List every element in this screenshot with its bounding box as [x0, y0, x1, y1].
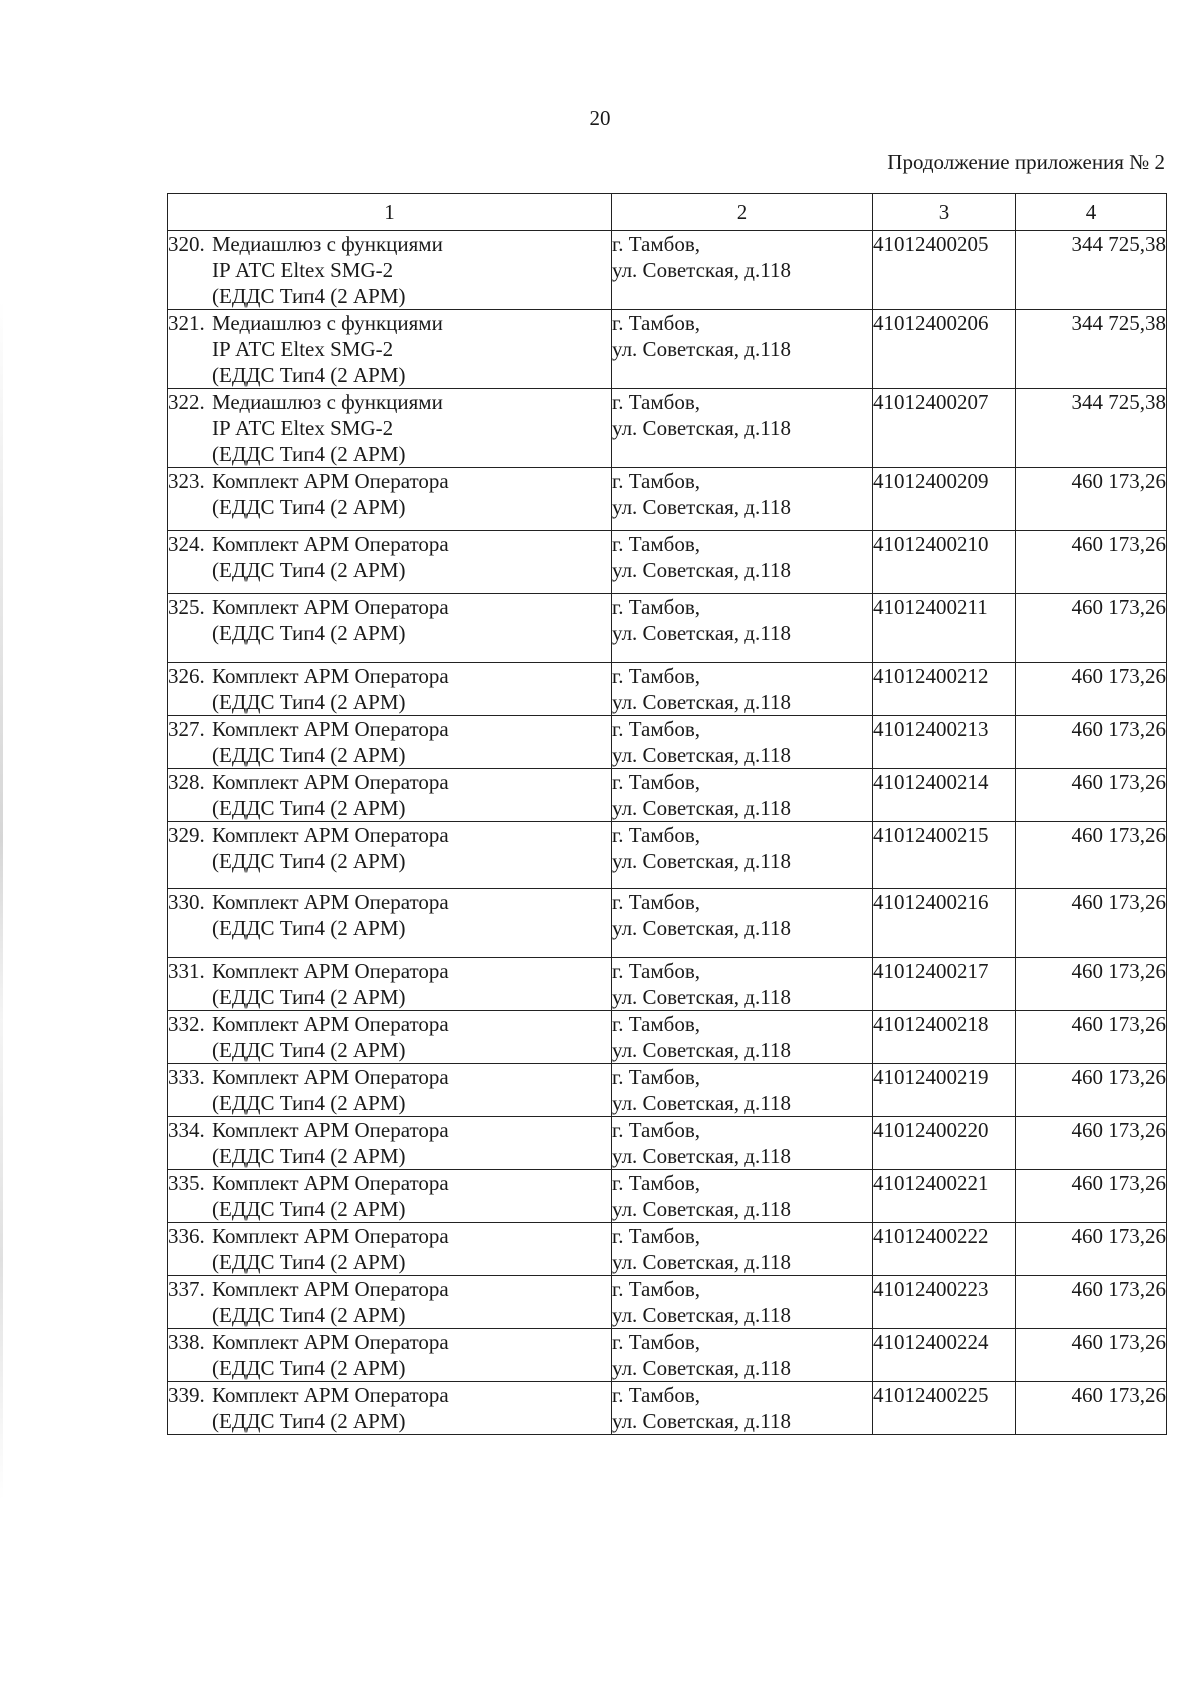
item-name-cell	[168, 531, 612, 594]
inventory-number: 41012400211	[873, 594, 1016, 663]
item-name-cell	[168, 889, 612, 958]
item-number: 326.	[168, 664, 205, 688]
table-body	[168, 231, 1167, 1435]
inventory-number: 41012400220	[873, 1117, 1016, 1170]
balance-value: 460 173,26	[1016, 663, 1167, 716]
table-row	[168, 958, 1167, 1011]
item-number: 333.	[168, 1065, 205, 1089]
page-number: 20	[589, 106, 611, 130]
item-description: Комплект АРМ Оператора (ЕДДС Тип4 (2 АРМ)	[212, 469, 449, 519]
item-description: Комплект АРМ Оператора (ЕДДС Тип4 (2 АРМ)	[212, 664, 449, 714]
table-row	[168, 594, 1167, 663]
balance-value: 460 173,26	[1016, 531, 1167, 594]
table-row	[168, 822, 1167, 889]
balance-value: 344 725,38	[1016, 310, 1167, 389]
item-name-cell	[168, 769, 612, 822]
item-description: Комплект АРМ Оператора (ЕДДС Тип4 (2 АРМ)	[212, 1118, 449, 1168]
table-row	[168, 468, 1167, 531]
item-description: Комплект АРМ Оператора (ЕДДС Тип4 (2 АРМ)	[212, 1277, 449, 1327]
inventory-number: 41012400217	[873, 958, 1016, 1011]
table-row	[168, 310, 1167, 389]
table-row	[168, 1011, 1167, 1064]
balance-value: 344 725,38	[1016, 389, 1167, 468]
item-number: 334.	[168, 1118, 205, 1142]
table-row	[168, 231, 1167, 310]
item-address: г. Тамбов, ул. Советская, д.118	[612, 1011, 873, 1064]
item-address: г. Тамбов, ул. Советская, д.118	[612, 389, 873, 468]
table-row	[168, 389, 1167, 468]
item-number: 324.	[168, 532, 205, 556]
table-row	[168, 663, 1167, 716]
item-number: 329.	[168, 823, 205, 847]
inventory-number: 41012400207	[873, 389, 1016, 468]
table-row	[168, 769, 1167, 822]
item-name-cell	[168, 1329, 612, 1382]
item-address: г. Тамбов, ул. Советская, д.118	[612, 468, 873, 531]
item-description: Комплект АРМ Оператора (ЕДДС Тип4 (2 АРМ)	[212, 1224, 449, 1274]
item-address: г. Тамбов, ул. Советская, д.118	[612, 663, 873, 716]
table-row	[168, 1329, 1167, 1382]
column-header-3: 3	[873, 194, 1016, 231]
item-number: 339.	[168, 1383, 205, 1407]
item-description: Комплект АРМ Оператора (ЕДДС Тип4 (2 АРМ)	[212, 890, 449, 940]
item-number: 320.	[168, 232, 205, 256]
inventory-number: 41012400213	[873, 716, 1016, 769]
table-row	[168, 1276, 1167, 1329]
property-table	[167, 193, 1167, 1435]
item-description: Комплект АРМ Оператора (ЕДДС Тип4 (2 АРМ)	[212, 770, 449, 820]
item-description: Медиашлюз с функциями IP АТС Eltex SMG-2 (ЕДДС Тип4 (2 АРМ)	[212, 390, 443, 466]
balance-value: 460 173,26	[1016, 1382, 1167, 1435]
item-address: г. Тамбов, ул. Советская, д.118	[612, 231, 873, 310]
item-description: Комплект АРМ Оператора (ЕДДС Тип4 (2 АРМ)	[212, 1171, 449, 1221]
item-address: г. Тамбов, ул. Советская, д.118	[612, 769, 873, 822]
balance-value: 460 173,26	[1016, 1223, 1167, 1276]
inventory-number: 41012400221	[873, 1170, 1016, 1223]
item-name-cell	[168, 716, 612, 769]
item-name-cell	[168, 1170, 612, 1223]
item-description: Комплект АРМ Оператора (ЕДДС Тип4 (2 АРМ)	[212, 1012, 449, 1062]
inventory-number: 41012400205	[873, 231, 1016, 310]
table-row	[168, 1064, 1167, 1117]
item-address: г. Тамбов, ул. Советская, д.118	[612, 310, 873, 389]
inventory-number: 41012400222	[873, 1223, 1016, 1276]
item-number: 322.	[168, 390, 205, 414]
balance-value: 460 173,26	[1016, 958, 1167, 1011]
item-name-cell	[168, 1117, 612, 1170]
balance-value: 460 173,26	[1016, 1170, 1167, 1223]
table-row	[168, 889, 1167, 958]
item-number: 332.	[168, 1012, 205, 1036]
inventory-number: 41012400210	[873, 531, 1016, 594]
header-row	[168, 194, 1167, 231]
inventory-number: 41012400225	[873, 1382, 1016, 1435]
item-number: 323.	[168, 469, 205, 493]
item-description: Комплект АРМ Оператора (ЕДДС Тип4 (2 АРМ)	[212, 1330, 449, 1380]
item-number: 328.	[168, 770, 205, 794]
item-description: Медиашлюз с функциями IP АТС Eltex SMG-2 (ЕДДС Тип4 (2 АРМ)	[212, 311, 443, 387]
item-description: Комплект АРМ Оператора (ЕДДС Тип4 (2 АРМ)	[212, 595, 449, 645]
inventory-number: 41012400218	[873, 1011, 1016, 1064]
balance-value: 344 725,38	[1016, 231, 1167, 310]
inventory-number: 41012400209	[873, 468, 1016, 531]
item-address: г. Тамбов, ул. Советская, д.118	[612, 1276, 873, 1329]
item-address: г. Тамбов, ул. Советская, д.118	[612, 531, 873, 594]
item-address: г. Тамбов, ул. Советская, д.118	[612, 1382, 873, 1435]
item-number: 330.	[168, 890, 205, 914]
table-row	[168, 1223, 1167, 1276]
balance-value: 460 173,26	[1016, 1064, 1167, 1117]
continuation-label: Продолжение приложения № 2	[887, 150, 1165, 174]
item-number: 335.	[168, 1171, 205, 1195]
item-address: г. Тамбов, ул. Советская, д.118	[612, 1064, 873, 1117]
item-name-cell	[168, 1382, 612, 1435]
balance-value: 460 173,26	[1016, 1117, 1167, 1170]
item-name-cell	[168, 389, 612, 468]
item-name-cell	[168, 1011, 612, 1064]
inventory-number: 41012400224	[873, 1329, 1016, 1382]
table-row	[168, 716, 1167, 769]
item-address: г. Тамбов, ул. Советская, д.118	[612, 716, 873, 769]
inventory-number: 41012400223	[873, 1276, 1016, 1329]
item-number: 327.	[168, 717, 205, 741]
item-address: г. Тамбов, ул. Советская, д.118	[612, 958, 873, 1011]
balance-value: 460 173,26	[1016, 716, 1167, 769]
item-number: 336.	[168, 1224, 205, 1248]
balance-value: 460 173,26	[1016, 822, 1167, 889]
table-row	[168, 531, 1167, 594]
item-name-cell	[168, 1064, 612, 1117]
item-description: Комплект АРМ Оператора (ЕДДС Тип4 (2 АРМ)	[212, 717, 449, 767]
item-name-cell	[168, 822, 612, 889]
item-name-cell	[168, 468, 612, 531]
balance-value: 460 173,26	[1016, 468, 1167, 531]
balance-value: 460 173,26	[1016, 594, 1167, 663]
item-number: 338.	[168, 1330, 205, 1354]
column-header-2: 2	[612, 194, 873, 231]
item-number: 331.	[168, 959, 205, 983]
inventory-number: 41012400212	[873, 663, 1016, 716]
table-row	[168, 1117, 1167, 1170]
item-address: г. Тамбов, ул. Советская, д.118	[612, 1329, 873, 1382]
item-name-cell	[168, 231, 612, 310]
inventory-number: 41012400214	[873, 769, 1016, 822]
item-address: г. Тамбов, ул. Советская, д.118	[612, 1170, 873, 1223]
balance-value: 460 173,26	[1016, 1329, 1167, 1382]
item-description: Медиашлюз с функциями IP АТС Eltex SMG-2 (ЕДДС Тип4 (2 АРМ)	[212, 232, 443, 308]
item-description: Комплект АРМ Оператора (ЕДДС Тип4 (2 АРМ)	[212, 1065, 449, 1115]
item-description: Комплект АРМ Оператора (ЕДДС Тип4 (2 АРМ)	[212, 959, 449, 1009]
item-number: 321.	[168, 311, 205, 335]
item-address: г. Тамбов, ул. Советская, д.118	[612, 594, 873, 663]
item-name-cell	[168, 310, 612, 389]
item-name-cell	[168, 1276, 612, 1329]
item-name-cell	[168, 594, 612, 663]
item-address: г. Тамбов, ул. Советская, д.118	[612, 1117, 873, 1170]
inventory-number: 41012400206	[873, 310, 1016, 389]
item-number: 337.	[168, 1277, 205, 1301]
item-address: г. Тамбов, ул. Советская, д.118	[612, 1223, 873, 1276]
table-row	[168, 1170, 1167, 1223]
inventory-number: 41012400215	[873, 822, 1016, 889]
balance-value: 460 173,26	[1016, 769, 1167, 822]
column-header-4: 4	[1016, 194, 1167, 231]
item-name-cell	[168, 958, 612, 1011]
item-name-cell	[168, 663, 612, 716]
inventory-number: 41012400219	[873, 1064, 1016, 1117]
balance-value: 460 173,26	[1016, 1011, 1167, 1064]
item-description: Комплект АРМ Оператора (ЕДДС Тип4 (2 АРМ)	[212, 823, 449, 873]
item-name-cell	[168, 1223, 612, 1276]
table-row	[168, 1382, 1167, 1435]
balance-value: 460 173,26	[1016, 1276, 1167, 1329]
inventory-number: 41012400216	[873, 889, 1016, 958]
item-description: Комплект АРМ Оператора (ЕДДС Тип4 (2 АРМ)	[212, 532, 449, 582]
item-address: г. Тамбов, ул. Советская, д.118	[612, 822, 873, 889]
item-address: г. Тамбов, ул. Советская, д.118	[612, 889, 873, 958]
scan-edge-artifact	[0, 300, 3, 1500]
balance-value: 460 173,26	[1016, 889, 1167, 958]
item-number: 325.	[168, 595, 205, 619]
item-description: Комплект АРМ Оператора (ЕДДС Тип4 (2 АРМ)	[212, 1383, 449, 1433]
column-header-1: 1	[168, 194, 612, 231]
